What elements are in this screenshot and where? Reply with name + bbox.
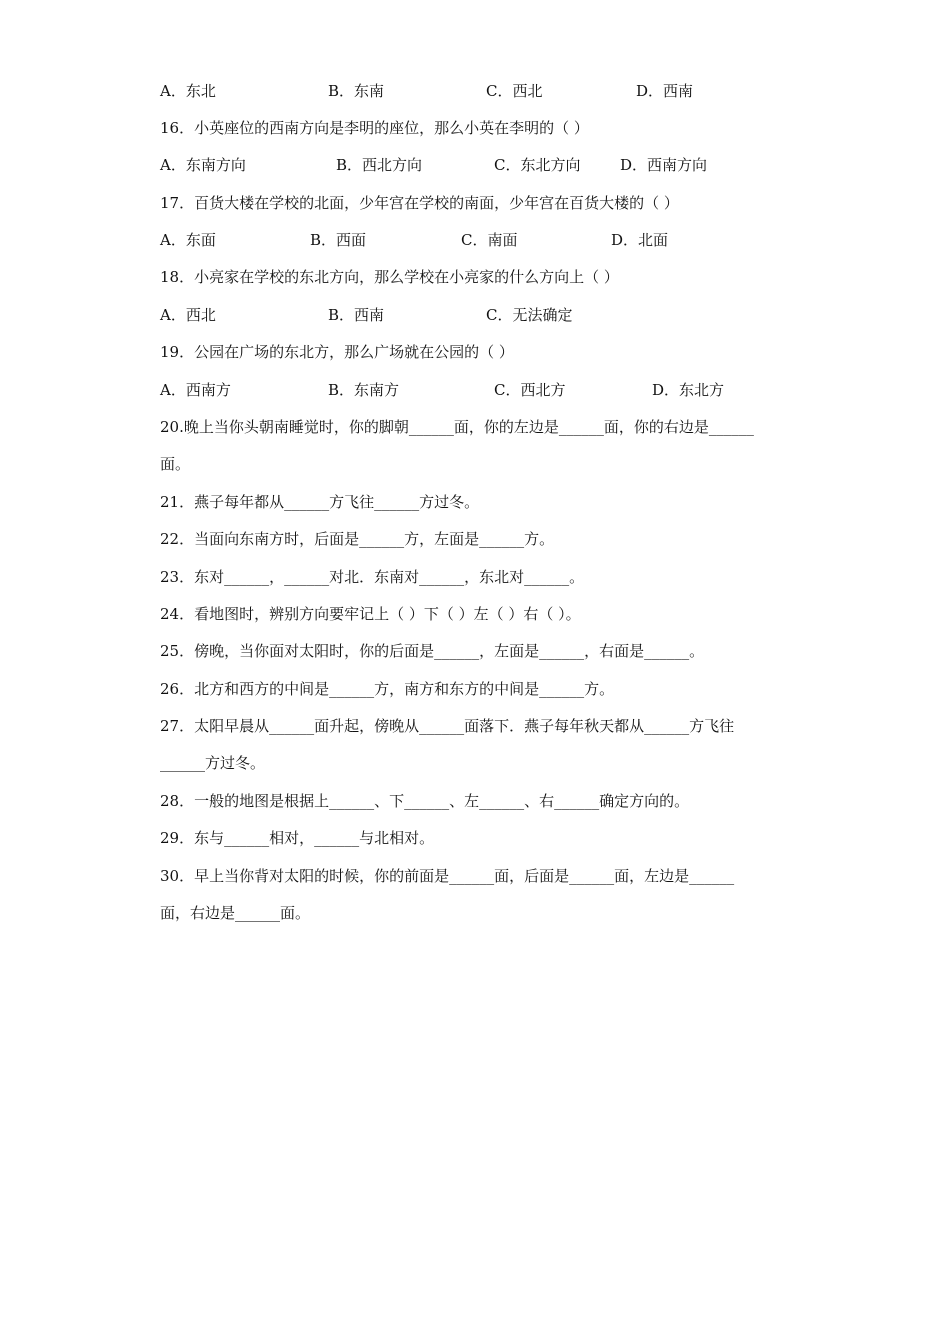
q20-line-2: 面。 <box>160 455 191 473</box>
q23-text: 23．东对______，______对北．东南对______，东北对______。 <box>160 568 585 586</box>
q17-option-a: A．东面 <box>160 231 216 249</box>
q18-option-b: B．西南 <box>328 306 385 324</box>
q16-option-d: D．西南方向 <box>620 156 708 174</box>
q17-option-b: B．西面 <box>310 231 367 249</box>
q17-option-c: C．南面 <box>461 231 518 249</box>
q20-line-1: 20.晚上当你头朝南睡觉时，你的脚朝______面，你的左边是______面，你的右边是______ <box>160 418 754 436</box>
q18-option-c: C．无法确定 <box>486 306 573 324</box>
q19-option-b: B．东南方 <box>328 381 400 399</box>
q15-option-d: D．西南 <box>636 82 694 100</box>
q16-option-a: A．东南方向 <box>160 156 246 174</box>
q15-option-b: B．东南 <box>328 82 385 100</box>
q28-text: 28．一般的地图是根据上______、下______、左______、右______确定方向的。 <box>160 792 690 810</box>
q18-stem: 18．小亮家在学校的东北方向，那么学校在小亮家的什么方向上（ ） <box>160 268 619 286</box>
q19-option-d: D．东北方 <box>652 381 725 399</box>
q30-line-1: 30．早上当你背对太阳的时候，你的前面是______面，后面是______面，左边是______ <box>160 867 735 885</box>
q16-stem: 16．小英座位的西南方向是李明的座位，那么小英在李明的（ ） <box>160 119 589 137</box>
q29-text: 29．东与______相对，______与北相对。 <box>160 829 435 847</box>
q24-text: 24．看地图时，辨别方向要牢记上（ ）下（ ）左（ ）右（ ）。 <box>160 605 581 623</box>
q27-line-1: 27．太阳早晨从______面升起，傍晚从______面落下．燕子每年秋天都从______方飞往 <box>160 717 735 735</box>
q21-text: 21．燕子每年都从______方飞往______方过冬。 <box>160 493 480 511</box>
q25-text: 25．傍晚，当你面对太阳时，你的后面是______，左面是______，右面是______。 <box>160 642 705 660</box>
q19-stem: 19．公园在广场的东北方，那么广场就在公园的（ ） <box>160 343 514 361</box>
q17-stem: 17．百货大楼在学校的北面，少年宫在学校的南面，少年宫在百货大楼的（ ） <box>160 194 679 212</box>
q27-line-2: ______方过冬。 <box>160 754 266 772</box>
q19-option-a: A．西南方 <box>160 381 231 399</box>
q17-option-d: D．北面 <box>611 231 669 249</box>
q15-option-a: A．东北 <box>160 82 216 100</box>
q16-option-c: C．东北方向 <box>494 156 581 174</box>
q22-text: 22．当面向东南方时，后面是______方，左面是______方。 <box>160 530 555 548</box>
q30-line-2: 面，右边是______面。 <box>160 904 311 922</box>
q16-option-b: B．西北方向 <box>336 156 423 174</box>
q15-option-c: C．西北 <box>486 82 543 100</box>
q26-text: 26．北方和西方的中间是______方，南方和东方的中间是______方。 <box>160 680 615 698</box>
q19-option-c: C．西北方 <box>494 381 566 399</box>
q18-option-a: A．西北 <box>160 306 216 324</box>
